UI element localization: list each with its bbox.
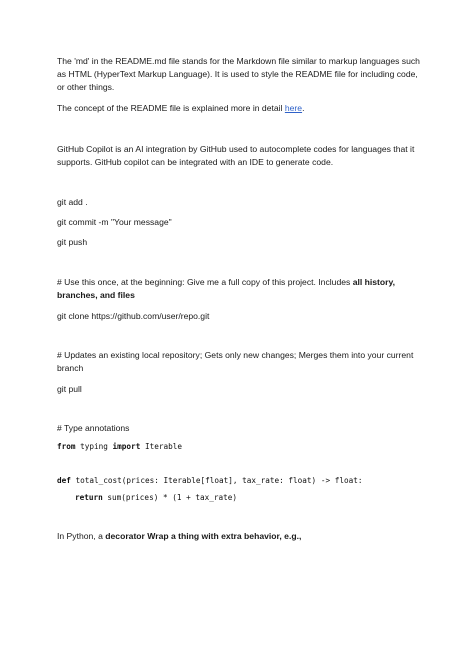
git-add-line: git add . (57, 197, 88, 207)
clone-comment (57, 276, 427, 302)
git-pull-line: git pull (57, 384, 82, 394)
return-expression: sum(prices) * (1 + tax_rate) (102, 493, 238, 502)
import-name: Iterable (140, 442, 182, 451)
type-annotations-comment: # Type annotations (57, 423, 130, 433)
decorator-bold: decorator Wrap a thing with extra behavior, e.g., (105, 531, 302, 541)
git-clone-line: git clone https://github.com/user/repo.git (57, 311, 210, 321)
def-signature: total_cost(prices: Iterable[float], tax_rate: float) -> float: (70, 476, 363, 485)
git-push-line: git push (57, 237, 88, 247)
clone-comment-text: # Use this once, at the beginning: Give me a full copy of this project. Includes (57, 277, 353, 287)
readme-concept-text: The concept of the README file is explained more in detail (57, 103, 285, 113)
decorator-text: In Python, a (57, 531, 106, 541)
readme-concept-paragraph (57, 102, 427, 115)
def-code-line (57, 475, 362, 486)
pull-comment: # Updates an existing local repository; Gets only new changes; Merges them into your current branch (57, 350, 414, 373)
return-code-line (75, 492, 237, 503)
here-link[interactable]: here (284, 103, 303, 113)
import-code-line (57, 441, 182, 452)
decorator-paragraph (57, 530, 427, 543)
clone-comment-bold: all history, branches, and files (57, 277, 396, 300)
def-keyword: def (57, 476, 71, 485)
readme-concept-end: . (302, 103, 305, 113)
from-keyword: from (57, 442, 76, 451)
return-keyword: return (75, 493, 103, 502)
readme-md-paragraph: The 'md' in the README.md file stands for the Markdown file similar to markup languages such as HTML (HyperText Markup Language). It is used to style the README file for including code, or other things. (57, 56, 420, 92)
import-keyword: import (112, 442, 141, 451)
git-commit-line: git commit -m "Your message" (57, 217, 172, 227)
import-module: typing (75, 442, 113, 451)
copilot-paragraph: GitHub Copilot is an AI integration by GitHub used to autocomplete codes for languages that it supports. GitHub copilot can be integrated with an IDE to generate code. (57, 144, 415, 167)
